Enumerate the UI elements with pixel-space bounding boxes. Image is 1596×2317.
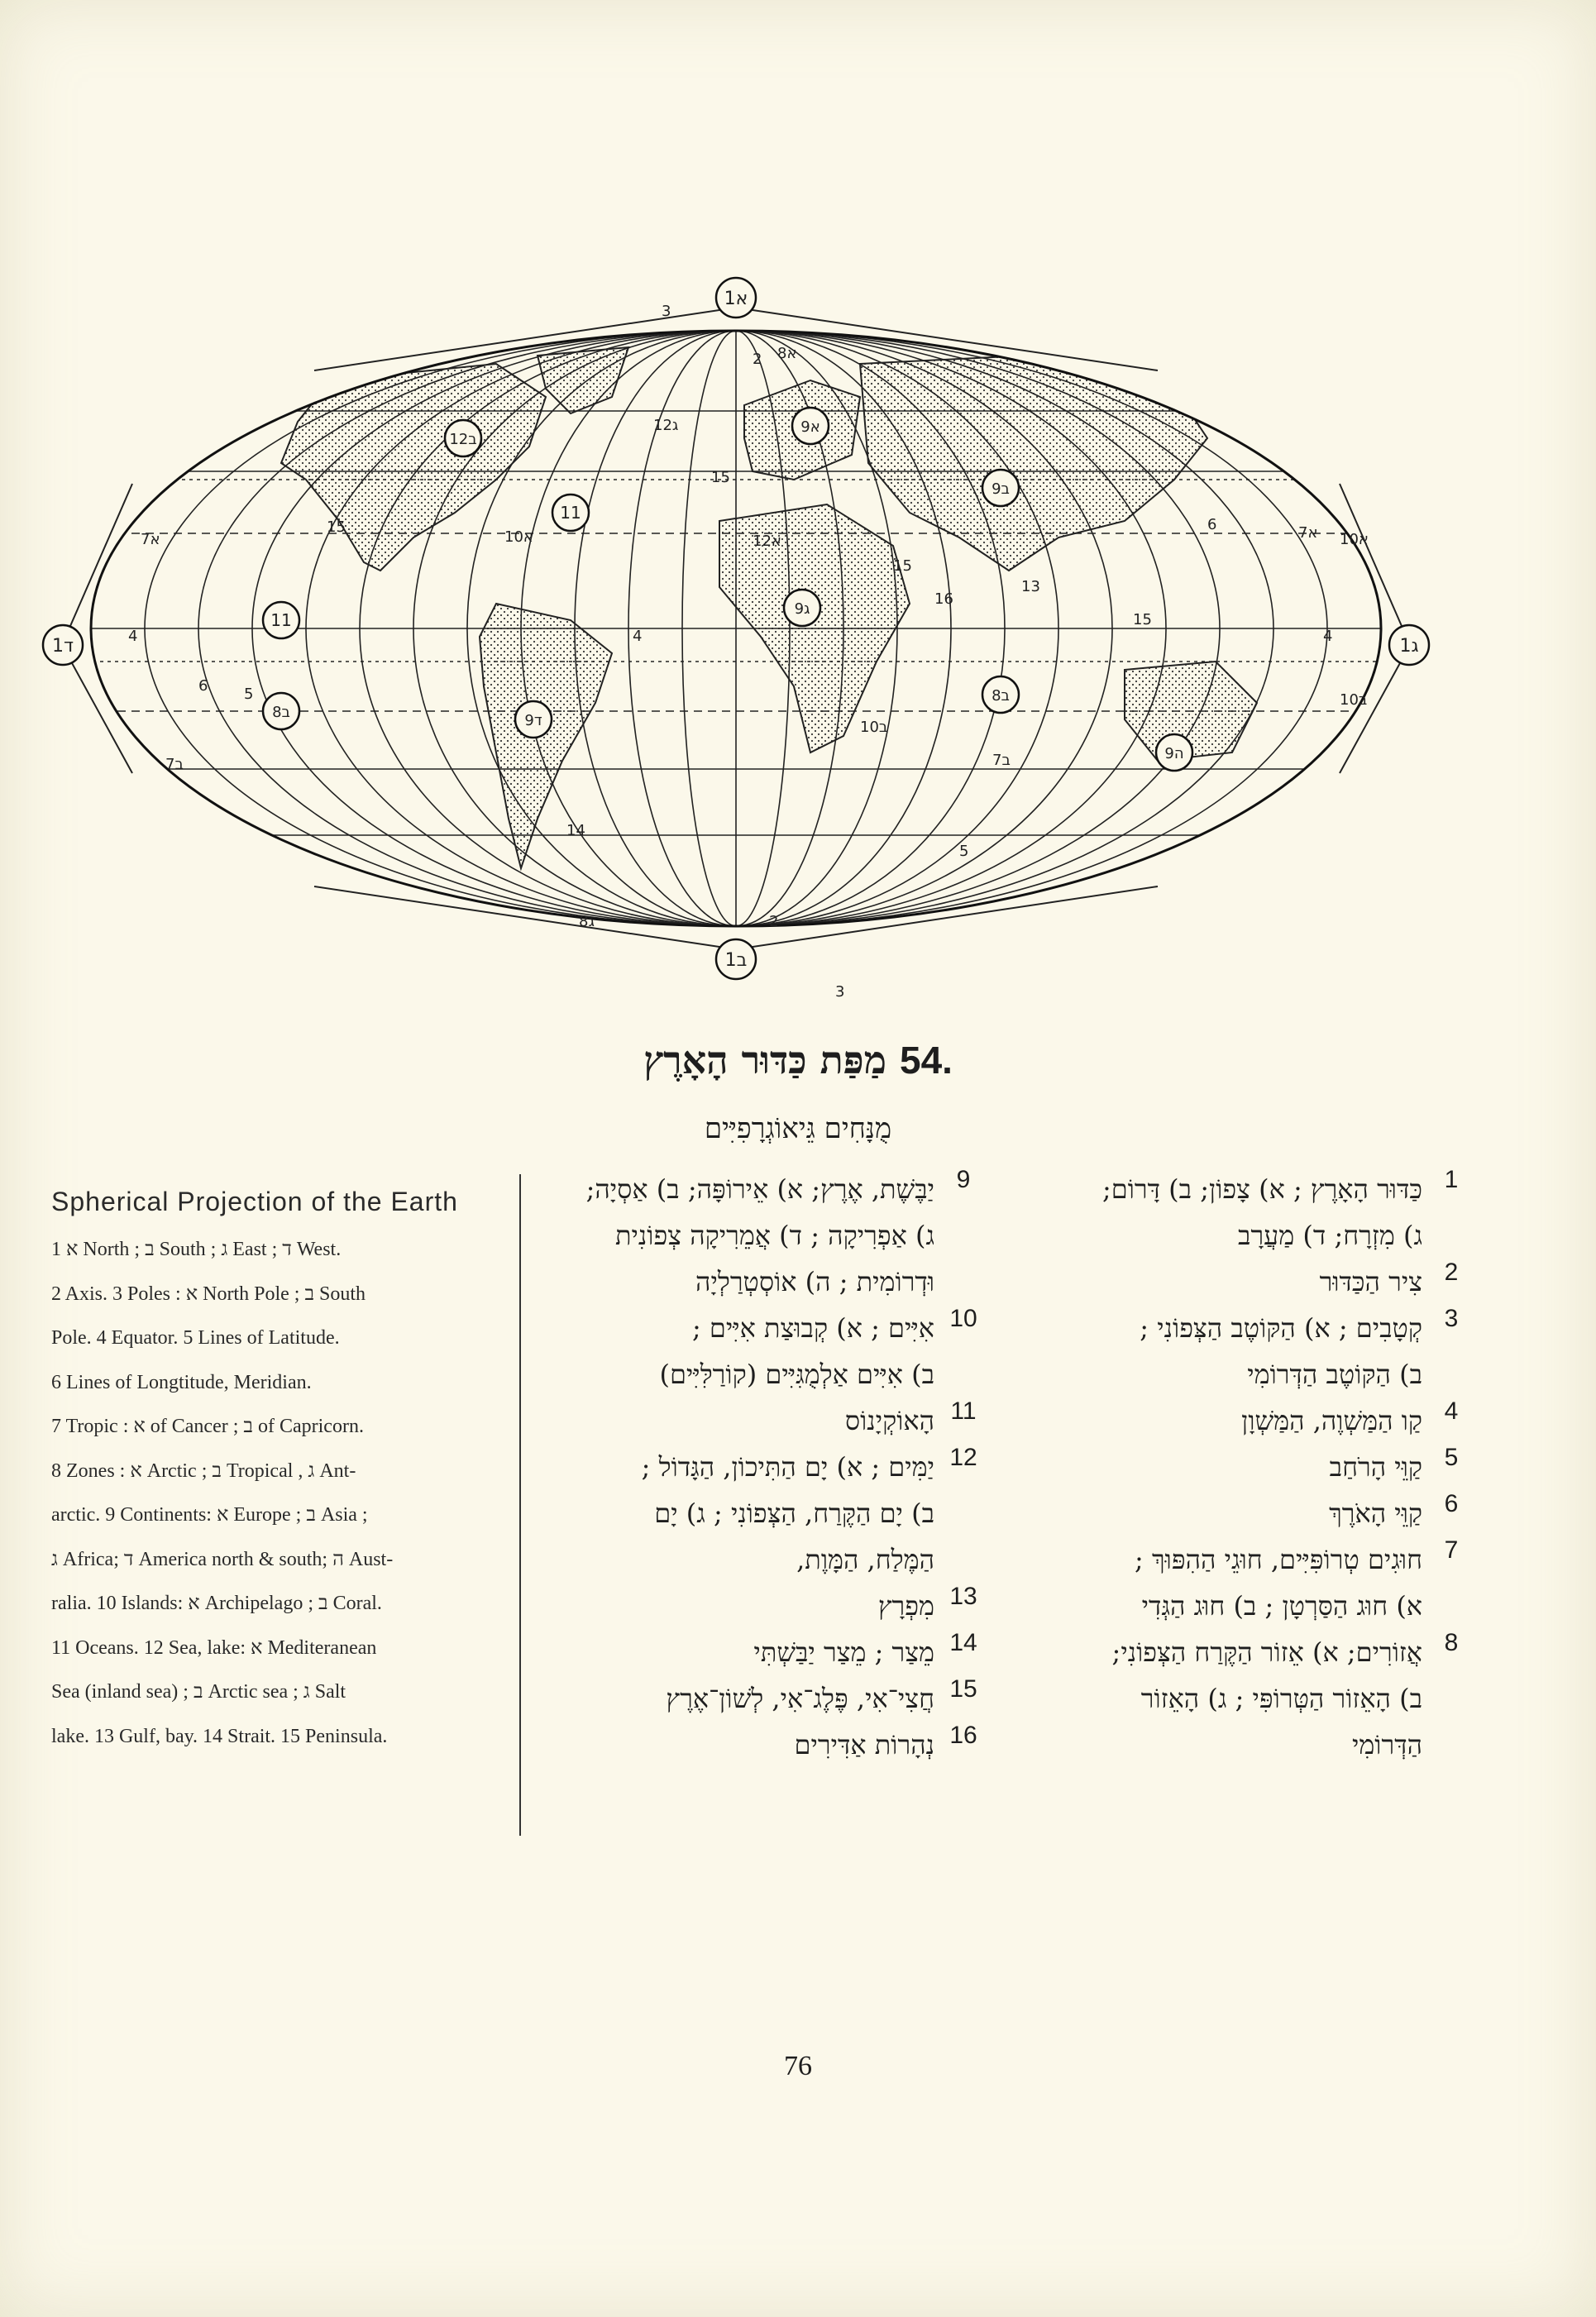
column-divider [519,1174,521,1836]
list-item [529,1166,992,1305]
item-number: 12 [949,1444,977,1471]
english-heading: Spherical Projection of the Earth [51,1187,458,1216]
item-number: 2 [1444,1259,1459,1286]
item-number: 14 [949,1629,977,1656]
item-text: מִפְרָץ [877,1590,934,1622]
label-coral-2: ב10 [1340,691,1368,709]
english-line: 1 א North ; ב South ; ג East ; ד West. [51,1239,342,1260]
item-number: 10 [949,1305,977,1332]
hebrew-list-right [992,1166,1480,1768]
item-number: 16 [949,1722,977,1749]
label-tropic-capricorn: ב7 [165,756,184,773]
label-mediterranean: א12 [753,533,781,550]
item-number: 15 [949,1675,977,1703]
label-poles-north: 3 [662,303,671,320]
label-equator: 4 [128,628,138,645]
label-rivers: 16 [934,590,953,608]
english-line: 11 Oceans. 12 Sea, lake: א Mediteranean [51,1636,377,1659]
list-item [992,1397,1480,1444]
label-poles-south: 3 [835,983,845,1001]
label-tropic-capricorn-2: ב7 [992,752,1011,769]
label-strait: 14 [566,822,585,839]
label-archipelago-2: א10 [1340,531,1369,548]
list-item [992,1305,1480,1397]
label-arctic-sea: ב12 [449,431,477,448]
asia-landmass [860,356,1207,571]
figure-number: .54 [899,1039,953,1082]
list-item [992,1259,1480,1305]
item-number: 9 [956,1166,971,1193]
greenland-landmass [538,347,628,413]
page-number: 76 [784,2051,812,2081]
english-line: 7 Tropic : א of Cancer ; ב of Capricorn. [51,1416,364,1437]
item-text: הַדְּרוֹמִי [1351,1729,1422,1760]
item-text: וּדְרוֹמִית ; ה) אוֹסְטְרַלְיָה [695,1266,934,1297]
label-america: ד9 [524,712,542,729]
label-archipelago: א10 [504,528,533,546]
label-zone-arctic: א8 [777,345,797,362]
list-item [529,1397,992,1444]
item-text: הַמֶּלַח, הַמָּוֶת, [796,1544,934,1575]
label-ocean-pacific: 11 [270,610,292,630]
item-text: ג) אַפְרִיקָה ; ד) אֲמֵרִיקָה צְפוֹנִית [614,1220,934,1251]
list-item [992,1444,1480,1490]
label-equator-3: 4 [1323,628,1333,645]
label-zone-tropical-2: ב8 [992,687,1010,705]
item-text: צִיר הַכַּדּוּר [1319,1266,1422,1297]
english-legend [51,1178,498,1759]
item-text: ב) הָאֵזוֹר הַטְּרוֹפִּי ; ג) הָאֵזוֹר [1140,1683,1422,1714]
label-africa: ג9 [794,600,810,618]
item-text: חוּגִים טְרוֹפִּיִּים, חוּגֵי הַהִפּוּךְ ; [1135,1544,1422,1575]
label-axis-south: 2 [769,913,779,930]
label-longitude: 6 [198,677,208,695]
list-item [529,1305,992,1397]
item-number: 1 [1444,1166,1459,1193]
english-line: 8 Zones : א Arctic ; ב Tropical , ג Ant- [51,1459,356,1482]
figure-title [0,1038,1596,1082]
item-text: ב) אִיִּים אַלְמֻגִּיִּים (קוֹרַלִּיִּים) [659,1359,934,1390]
item-text: יַמִּים ; א) יָם הַתִּיכוֹן, הַגָּדוֹל ; [641,1451,934,1483]
english-line: Sea (inland sea) ; ב Arctic sea ; ג Salt [51,1681,346,1703]
item-number: 4 [1444,1397,1459,1425]
label-peninsula-3: 15 [1133,611,1152,628]
label-salt-lake: ג12 [653,417,679,434]
item-text: קַו הַמַּשְׁוֶה, הַמַּשְׁוָן [1241,1405,1422,1436]
list-item [992,1490,1480,1536]
item-text: ב) הַקּוֹטֶב הַדְּרוֹמִי [1247,1359,1422,1390]
english-line: 2 Axis. 3 Poles : א North Pole ; ב South [51,1283,366,1305]
item-text: ג) מִזְרָח; ד) מַעֲרָב [1238,1220,1422,1251]
label-north: א1 [724,289,748,309]
south-america-landmass [480,604,612,868]
item-text: קַוֵּי הָרֹחַב [1329,1451,1422,1483]
label-ocean-atlantic: 11 [560,503,581,523]
list-item [529,1444,992,1583]
label-gulf: 13 [1021,578,1040,595]
list-item [529,1675,992,1722]
item-text: חֲצִי־אִי, פֶּלֶג־אִי, לְשׁוֹן־אֶרֶץ [666,1683,934,1714]
label-asia: ב9 [992,480,1010,498]
world-map-figure [33,273,1455,1034]
label-coral: ב10 [860,719,888,736]
item-number: 5 [1444,1444,1459,1471]
hebrew-list-left [529,1166,992,1768]
label-zone-antarctic: ג8 [579,913,595,930]
label-longitude-2: 6 [1207,516,1217,533]
item-number: 6 [1444,1490,1459,1517]
item-text: יַבֶּשֶׁת, אֶרֶץ; א) אֵירוֹפָּה; ב) אַסְיָה; [585,1173,934,1205]
english-line: lake. 13 Gulf, bay. 14 Strait. 15 Peninsula. [51,1725,388,1747]
label-east: ג1 [1399,636,1419,657]
english-line: Pole. 4 Equator. 5 Lines of Latitude. [51,1327,340,1349]
item-text: קְטָבִים ; א) הַקּוֹטֶב הַצְּפוֹנִי ; [1140,1312,1422,1344]
list-item [529,1583,992,1629]
label-latitude-2: 5 [959,843,969,860]
item-text: אִיִּים ; א) קְבוּצַת אִיִּים ; [691,1312,934,1344]
label-zone-tropical: ב8 [272,704,290,721]
item-number: 11 [950,1397,977,1425]
label-latitude: 5 [244,686,254,703]
english-line: arctic. 9 Continents: א Europe ; ב Asia ; [51,1504,368,1526]
item-number: 7 [1444,1536,1459,1564]
label-tropic-cancer-2: א7 [1298,524,1318,542]
label-peninsula: 15 [327,518,346,536]
figure-title-text: מַפַּת כַּדּוּר הָאָרֶץ [643,1038,886,1082]
label-equator-2: 4 [633,628,643,645]
item-text: אֲזוֹרִים; א) אֵזוֹר הַקֶּרַח הַצְּפוֹנִי; [1111,1636,1422,1668]
figure-subtitle: מֻנָּחִים גֵּיאוֹגְרָפִיִּים [704,1112,892,1145]
item-text: כַּדּוּר הָאָרֶץ ; א) צָפוֹן; ב) דָּרוֹם; [1101,1173,1422,1205]
english-line: ralia. 10 Islands: א Archipelago ; ב Coral. [51,1593,382,1614]
item-text: מֵצַר ; מֵצַר יַבַּשְׁתִּי [753,1636,934,1668]
list-item [529,1629,992,1675]
continents [281,347,1257,868]
list-item [992,1166,1480,1259]
list-item [992,1536,1480,1629]
item-text: קַוֵּי הָאֹרֶךְ [1329,1498,1422,1529]
english-line: 6 Lines of Longtitude, Meridian. [51,1371,312,1393]
label-tropic-cancer: א7 [141,531,160,548]
label-australia: ה9 [1164,745,1184,762]
list-item [992,1629,1480,1768]
item-text: הָאוֹקְיָנוֹס [844,1405,934,1436]
label-axis-north: 2 [753,351,762,368]
item-text: נְהָרוֹת אַדִּירִים [794,1729,934,1760]
item-number: 8 [1444,1629,1459,1656]
label-west: ד1 [51,636,74,657]
item-number: 13 [949,1583,977,1610]
english-line: ג Africa; ד America north & south; ה Aust- [51,1548,394,1570]
label-south: ב1 [724,950,748,971]
item-text: ב) יָם הַקֶּרַח, הַצְּפוֹנִי ; ג) יָם [654,1498,934,1529]
label-peninsula-2: 15 [711,469,730,486]
label-peninsula-4: 15 [893,557,912,575]
list-item [529,1722,992,1768]
item-text: א) חוּג הַסַּרְטָן ; ב) חוּג הַגְּדִי [1141,1590,1422,1622]
label-europe: א9 [800,418,820,436]
item-number: 3 [1444,1305,1459,1332]
